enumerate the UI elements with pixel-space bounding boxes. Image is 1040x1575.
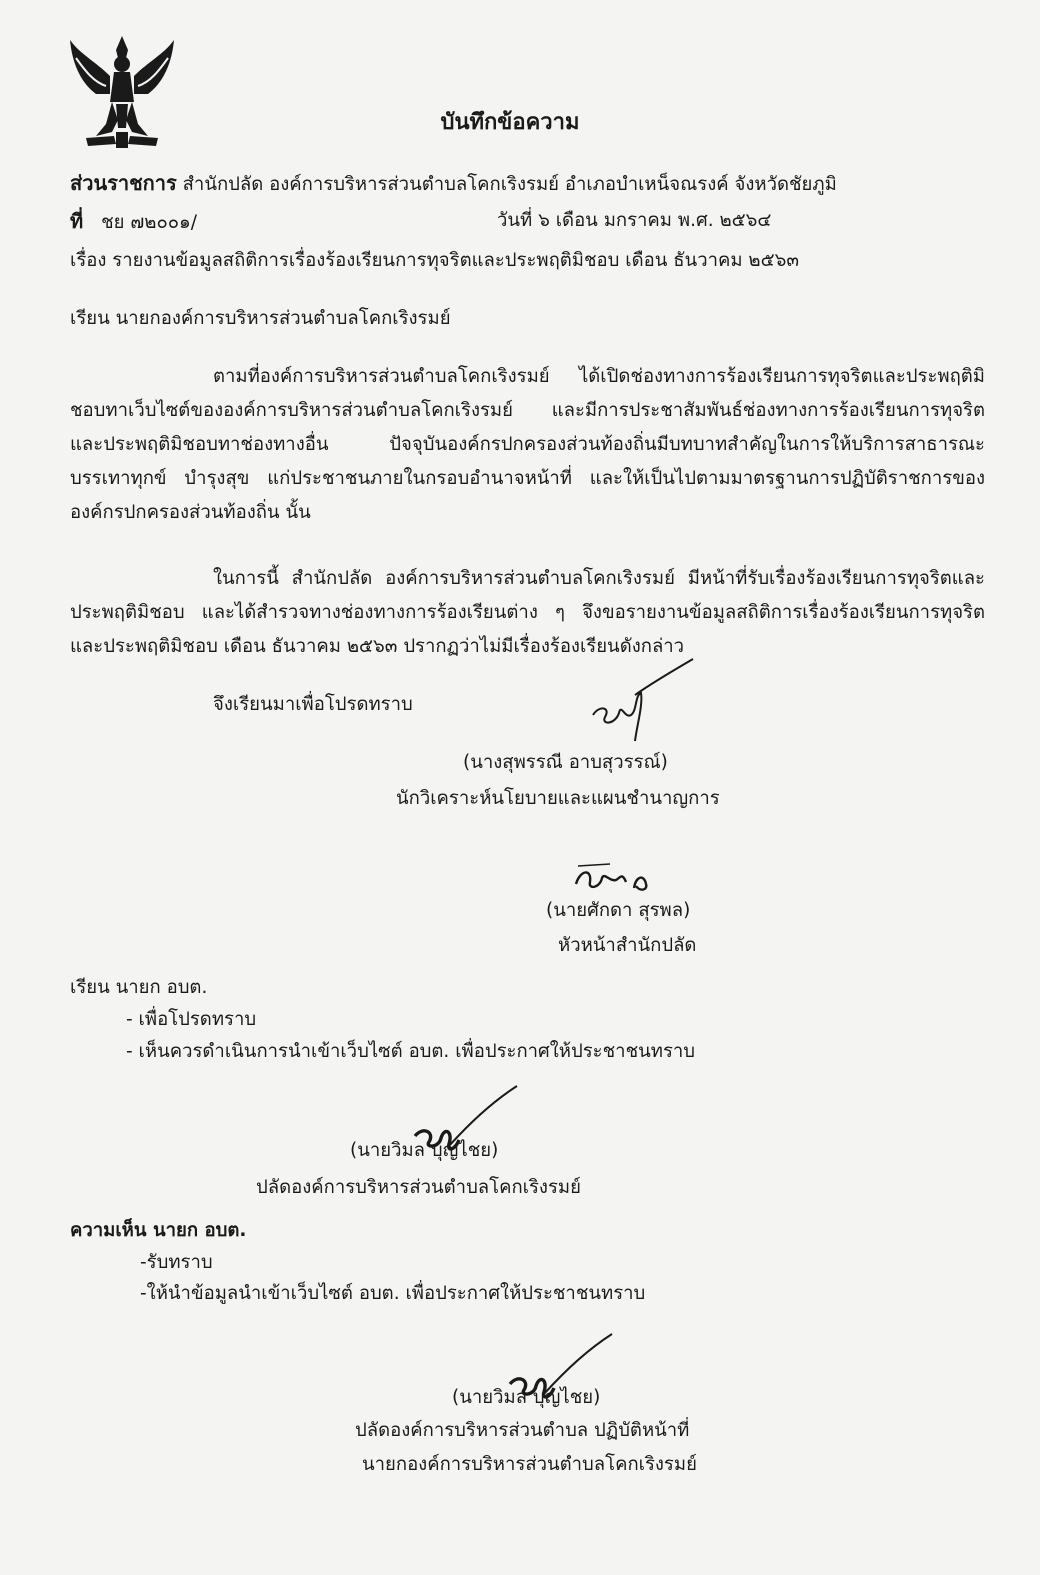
body-line: และประพฤติมิชอบทาช่องทางอื่น ปัจจุบันองค์กรปกครองส่วนท้องถิ่นมีบทบาทสำคัญในการให้บริการสาธารณะ bbox=[70, 434, 985, 455]
note-item: - เพื่อโปรดทราบ bbox=[126, 1009, 257, 1030]
agency-label: ส่วนราชการ bbox=[70, 171, 177, 195]
opinion-item: -ให้นำข้อมูลนำเข้าเว็บไซต์ อบต. เพื่อประกาศให้ประชาชนทราบ bbox=[140, 1283, 646, 1304]
note-item: - เห็นควรดำเนินการนำเข้าเว็บไซต์ อบต. เพื่อประกาศให้ประชาชนทราบ bbox=[126, 1041, 696, 1062]
body-line: ตามที่องค์การบริหารส่วนตำบลโคกเริงรมย์ ได้เปิดช่องทางการร้องเรียนการทุจริตและประพฤติมิ bbox=[213, 366, 985, 387]
body-line: และประพฤติมิชอบ เดือน ธันวาคม ๒๕๖๓ ปรากฏว่าไม่มีเรื่องร้องเรียนดังกล่าว bbox=[70, 636, 685, 657]
agency-value: สำนักปลัด องค์การบริหารส่วนตำบลโคกเริงรมย์ อำเภอบำเหน็จณรงค์ จังหวัดชัยภูมิ bbox=[182, 174, 837, 195]
body-line: ในการนี้ สำนักปลัด องค์การบริหารส่วนตำบลโคกเริงรมย์ มีหน้าที่รับเรื่องร้องเรียนการทุจริตและ bbox=[213, 568, 985, 589]
signatory-1-name: (นางสุพรรณี อาบสุวรรณ์) bbox=[463, 752, 668, 773]
body-paragraph-1 bbox=[70, 360, 985, 530]
signatory-3-name: (นายวิมล บุญไชย) bbox=[350, 1140, 499, 1161]
body-line: ประพฤติมิชอบ และได้สำรวจทางช่องทางการร้องเรียนต่าง ๆ จึงขอรายงานข้อมูลสถิติการเรื่องร้องเรียนการทุจริต bbox=[70, 602, 985, 623]
closing-line: จึงเรียนมาเพื่อโปรดทราบ bbox=[213, 694, 413, 715]
note-addressee: เรียน นายก อบต. bbox=[70, 977, 208, 998]
ref-line bbox=[70, 208, 197, 236]
signatory-3-position: ปลัดองค์การบริหารส่วนตำบลโคกเริงรมย์ bbox=[256, 1177, 581, 1198]
signatory-4-position-line-1: ปลัดองค์การบริหารส่วนตำบล ปฏิบัติหน้าที่ bbox=[355, 1420, 690, 1441]
signatory-4-name: (นายวิมล บุญไชย) bbox=[452, 1387, 601, 1408]
handwritten-signature-1 bbox=[585, 655, 695, 750]
body-line: บรรเทาทุกข์ บำรุงสุข แก่ประชาชนภายในกรอบอำนาจหน้าที่ และให้เป็นไปตามมาตรฐานการปฏิบัติราชการของ bbox=[70, 468, 985, 489]
handwritten-signature-2 bbox=[570, 858, 660, 898]
subject-line: เรื่อง รายงานข้อมูลสถิติการเรื่องร้องเรียนการทุจริตและประพฤติมิชอบ เดือน ธันวาคม ๒๕๖๓ bbox=[70, 250, 800, 271]
opinion-item: -รับทราบ bbox=[140, 1252, 213, 1273]
body-paragraph-2 bbox=[70, 562, 985, 664]
signatory-2-name: (นายศักดา สุรพล) bbox=[546, 900, 691, 921]
signatory-2-position: หัวหน้าสำนักปลัด bbox=[558, 935, 697, 956]
signatory-1-position: นักวิเคราะห์นโยบายและแผนชำนาญการ bbox=[396, 788, 720, 809]
body-line: องค์กรปกครองส่วนท้องถิ่น นั้น bbox=[70, 502, 311, 523]
signatory-4-position-line-2: นายกองค์การบริหารส่วนตำบลโคกเริงรมย์ bbox=[362, 1454, 697, 1475]
ref-label: ที่ bbox=[70, 209, 84, 233]
date-line: วันที่ ๖ เดือน มกราคม พ.ศ. ๒๕๖๔ bbox=[497, 210, 772, 231]
opinion-label: ความเห็น นายก อบต. bbox=[70, 1220, 247, 1241]
addressee-line: เรียน นายกองค์การบริหารส่วนตำบลโคกเริงรมย์ bbox=[70, 308, 451, 329]
ref-number: ชย ๗๒๐๐๑/ bbox=[101, 212, 198, 233]
body-line: ชอบทาเว็บไซต์ขององค์การบริหารส่วนตำบลโคกเริงรมย์ และมีการประชาสัมพันธ์ช่องทางการร้องเรียนการทุจริต bbox=[70, 400, 985, 421]
memo-title: บันทึกข้อความ bbox=[440, 110, 580, 135]
agency-line bbox=[70, 170, 837, 198]
